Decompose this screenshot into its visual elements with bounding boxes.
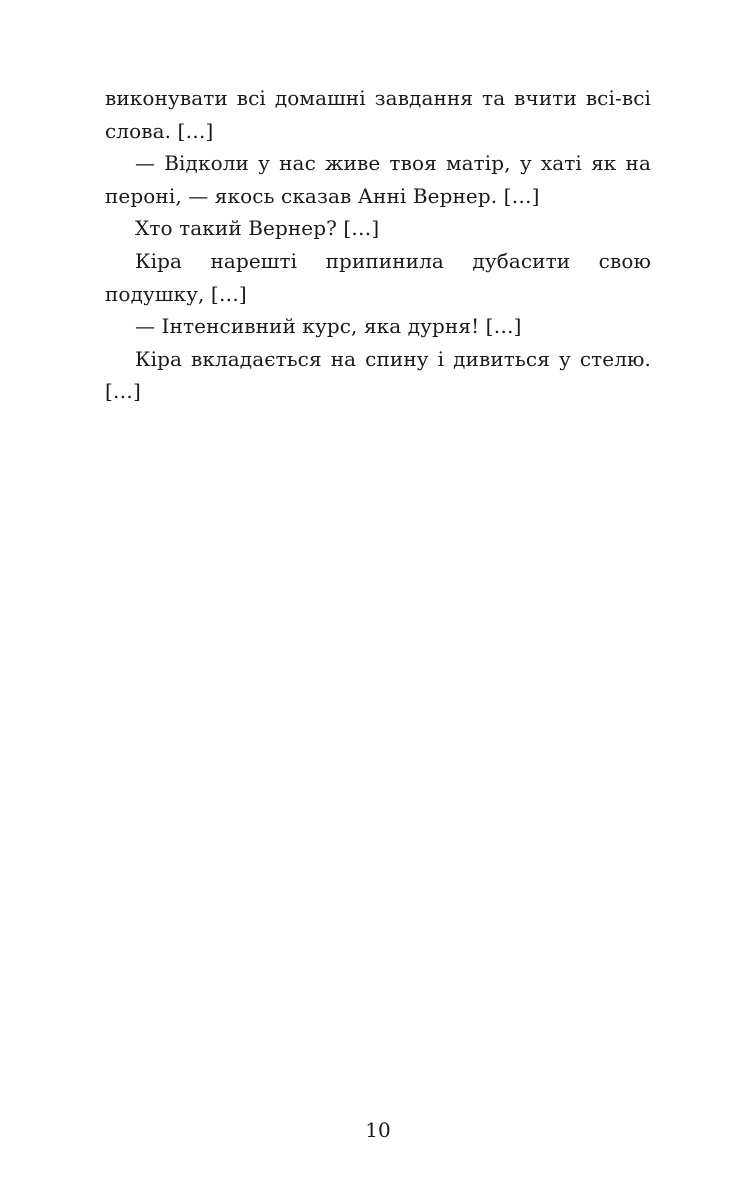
paragraph-dialogue-kira: — Інтенсивний курс, яка дурня! […] xyxy=(135,314,522,339)
paragraph-continued: виконувати всі домашні завдання та вчити всі-всі слова. […] xyxy=(105,86,651,143)
page-number: 10 xyxy=(365,1118,391,1142)
paragraph-who-is-werner: Хто такий Вернер? […] xyxy=(135,216,380,241)
paragraph-kira-ceiling: Кіра вкладається на спину і дивиться у стелю. […] xyxy=(105,346,651,404)
body-text xyxy=(105,82,651,408)
paragraph-kira-pillow: Кіра нарешті припинила дубасити свою подушку, […] xyxy=(105,248,651,306)
paragraph-dialogue-werner: — Відколи у нас живе твоя матір, у хаті як на пероні, — якось сказав Анні Вернер. […] xyxy=(105,151,651,208)
